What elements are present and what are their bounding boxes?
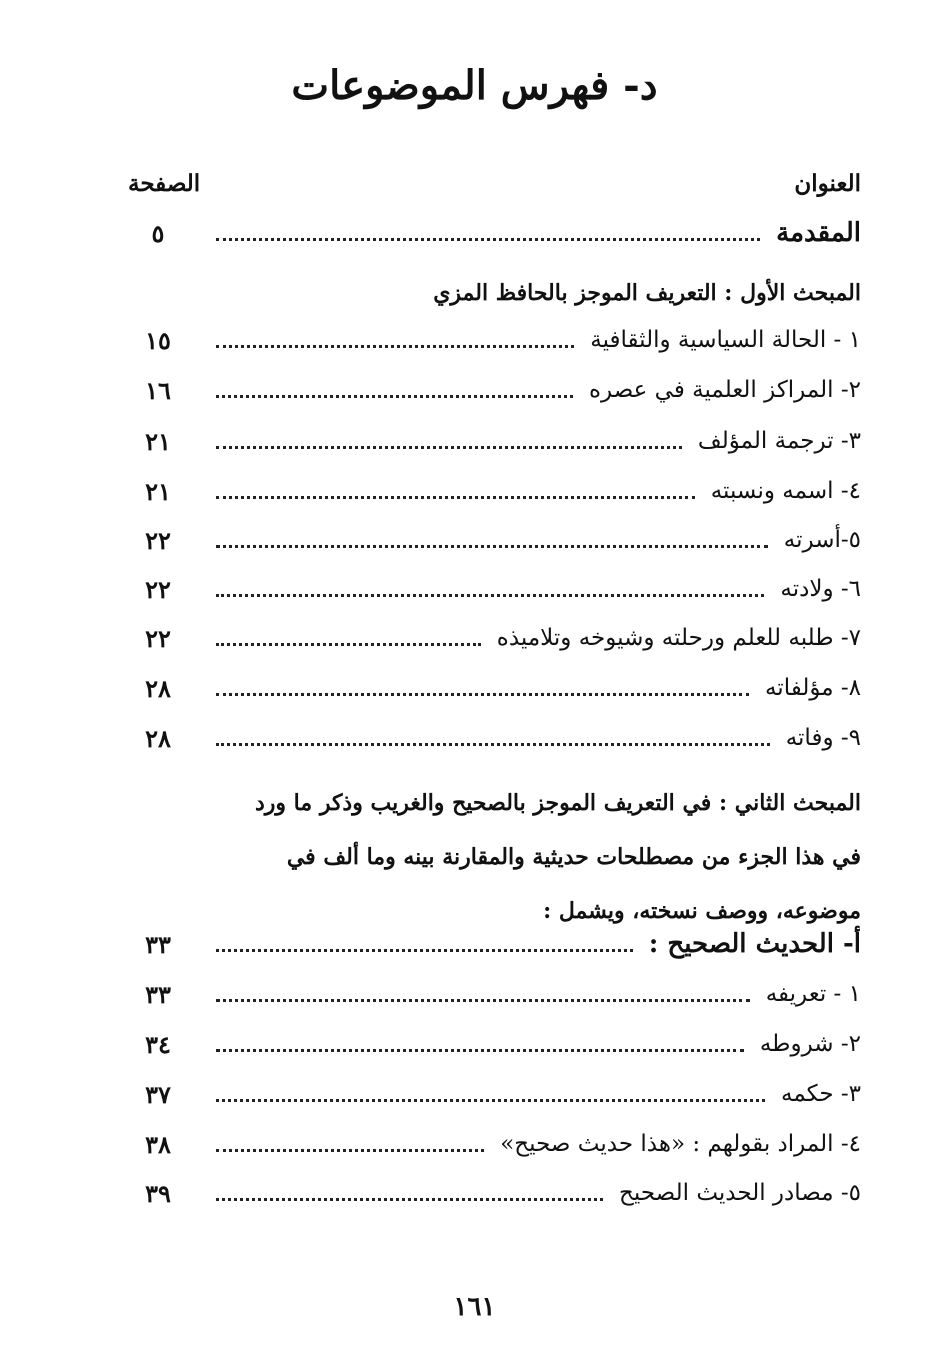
dot-leader [216,594,764,597]
dot-leader [216,545,768,548]
section-heading-line: موضوعه، ووصف نسخته، ويشمل : [543,898,861,924]
toc-entry [128,421,861,461]
toc-entry-page: ٣٩ [145,1178,171,1208]
column-header-page: الصفحة [128,170,201,197]
toc-entry-label: المقدمة [776,218,861,248]
dot-leader [216,1099,765,1102]
toc-entry [128,471,861,511]
dot-leader [216,446,682,449]
dot-leader [216,643,481,646]
toc-entry-label: ٥- مصادر الحديث الصحيح [619,1180,861,1206]
toc-subheading-entry [128,924,861,964]
toc-entry-label: ٢- المراكز العلمية في عصره [588,377,861,403]
dot-leader [216,345,574,348]
toc-entry-page: ٢١ [145,426,171,456]
section-heading-line: في هذا الجزء من مصطلحات حديثية والمقارنة بينه وما ألف في [286,844,861,870]
toc-entry [128,1024,861,1064]
toc-entry-page: ٣٤ [145,1029,171,1059]
toc-entry [128,668,861,708]
toc-entry-label: ٤- اسمه ونسبته [710,478,861,504]
column-header-title: العنوان [794,170,861,197]
toc-entry-page: ١٦ [145,375,171,405]
toc-entry-label: ٨- مؤلفاته [764,675,861,701]
toc-entry [128,569,861,609]
toc-entry-label: ٢- شروطه [759,1031,861,1057]
toc-entry [128,520,861,560]
toc-entry-page: ٢١ [145,476,171,506]
toc-entry-page: ٢٢ [145,525,171,555]
toc-entry-label: ١ - الحالة السياسية والثقافية [590,327,861,353]
toc-entry-page: ٢٢ [145,574,171,604]
toc-entry [128,370,861,410]
section-heading-line: المبحث الثاني : في التعريف الموجز بالصحيح والغريب وذكر ما ورد [254,790,861,816]
dot-leader [216,743,770,746]
toc-entry [128,1173,861,1213]
dot-leader [216,238,760,241]
page-title: د- فهرس الموضوعات [291,62,658,109]
toc-entry [128,320,861,360]
toc-entry-page: ٢٨ [145,673,171,703]
toc-entry-label: ٣- حكمه [781,1081,861,1107]
dot-leader [216,496,695,499]
toc-entry [128,718,861,758]
toc-entry-label: ٧- طلبه للعلم ورحلته وشيوخه وتلاميذه [496,625,861,651]
toc-entry [128,974,861,1014]
toc-entry-page: ٣٧ [145,1079,171,1109]
section-heading-2 [210,776,861,938]
toc-entry [128,1124,861,1164]
toc-entry-page: ٣٨ [145,1129,171,1159]
toc-entry-label: ٩- وفاته [785,725,861,751]
section-heading-1: المبحث الأول : التعريف الموجز بالحافظ المزي [433,280,861,306]
toc-entry-label: ٥-أسرته [783,527,861,553]
toc-entry [128,1074,861,1114]
dot-leader [216,949,633,952]
toc-entry-label: ٦- ولادته [780,576,861,602]
toc-entry-label: ١ - تعريفه [765,981,861,1007]
dot-leader [216,395,573,398]
dot-leader [216,1149,484,1152]
toc-entry-page: ٢٨ [145,723,171,753]
dot-leader [216,1049,744,1052]
dot-leader [216,693,749,696]
toc-entry-page: ٣٣ [145,979,171,1009]
toc-entry-page: ٢٢ [145,623,171,653]
toc-entry-label: ٤- المراد بقولهم : «هذا حديث صحيح» [500,1131,861,1157]
page-number: ١٦١ [453,1292,496,1322]
toc-entry-page: ٣٣ [145,929,171,959]
dot-leader [216,1198,603,1201]
dot-leader [216,999,750,1002]
toc-entry-label: ٣- ترجمة المؤلف [697,428,861,454]
toc-entry [128,618,861,658]
toc-entry-intro [128,213,861,253]
toc-entry-page: ٥ [151,218,165,248]
toc-subheading-label: أ- الحديث الصحيح : [648,929,861,959]
toc-entry-page: ١٥ [145,325,171,355]
